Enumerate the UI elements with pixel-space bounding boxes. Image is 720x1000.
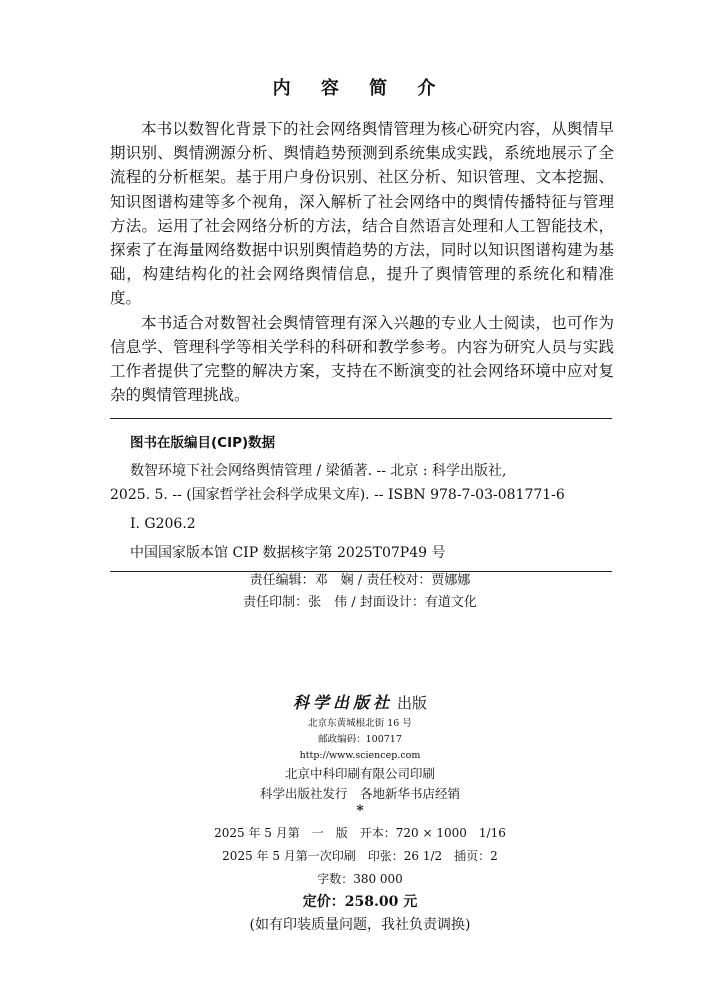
credit-line: 责任印制：张 伟 / 封面设计：有道文化 (243, 595, 477, 610)
printer: 北京中科印刷有限公司印刷 (284, 766, 435, 781)
cip-heading: 图书在版编目(CIP)数据 (130, 435, 276, 451)
cip-block (110, 418, 612, 572)
cip-record-line: 数智环境下社会网络舆情管理 / 梁循著. -- 北京 : 科学出版社, (130, 463, 507, 479)
edition-info: 2025 年 5 月第 一 版 开本：720 × 1000 1/16 (214, 826, 506, 840)
cip-record-line: 2025. 5. -- (国家哲学社会科学成果文库). -- ISBN 978-7-03-081771-6 (110, 487, 565, 503)
intro-paragraph: 本书以数智化背景下的社会网络舆情管理为核心研究内容，从舆情早期识别、舆情溯源分析、舆情趋势预测到系统集成实践，系统地展示了全流程的分析框架。基于用户身份识别、社区分析、知识管理、文本挖掘、知识图谱构建等多个视角，深入解析了社会网络中的舆情传播特征与管理方法。运用了社会网络分析的方法，结合自然语言处理和人工智能技术，探索了在海量网络数据中识别舆情趋势的方法，同时以知识图谱构建为基础，构建结构化的社会网络舆情信息，提升了舆情管理的系统化和精准度。 (110, 120, 614, 308)
publisher-address: 北京东黄城根北街 16 号 (308, 718, 412, 729)
intro-body (110, 117, 614, 407)
publisher-heading (0, 690, 720, 716)
distribution: 科学出版社发行 各地新华书店经销 (259, 786, 460, 801)
credits (0, 570, 720, 614)
credit-line: 责任编辑：邓 娴 / 责任校对：贾娜娜 (249, 573, 471, 588)
cip-classification: Ⅰ. G206.2 (130, 516, 196, 532)
publisher-suffix: 出版 (397, 694, 428, 712)
intro-paragraph: 本书适合对数智社会舆情管理有深入兴趣的专业人士阅读，也可作为信息学、管理科学等相关学科的科研和教学参考。内容为研究人员与实践工作者提供了完整的解决方案，支持在不断演变的社会网络环境中应对复杂的舆情管理挑战。 (110, 313, 614, 405)
publisher-logo: 科学出版社 (292, 693, 393, 712)
intro-title: 内 容 简 介 (272, 78, 448, 99)
publisher-postcode: 邮政编码：100717 (318, 734, 402, 745)
printing-info: 2025 年 5 月第一次印刷 印张：26 1/2 插页：2 (222, 849, 498, 863)
publisher-block (0, 690, 720, 937)
word-count: 字数：380 000 (317, 872, 403, 886)
publisher-website: http://www.sciencep.com (299, 750, 421, 761)
quality-notice: (如有印装质量问题，我社负责调换) (249, 917, 471, 933)
price: 定价：258.00 元 (302, 894, 418, 910)
cip-verification: 中国国家版本馆 CIP 数据核字第 2025T07P49 号 (130, 545, 446, 561)
separator-star: * (356, 803, 364, 819)
